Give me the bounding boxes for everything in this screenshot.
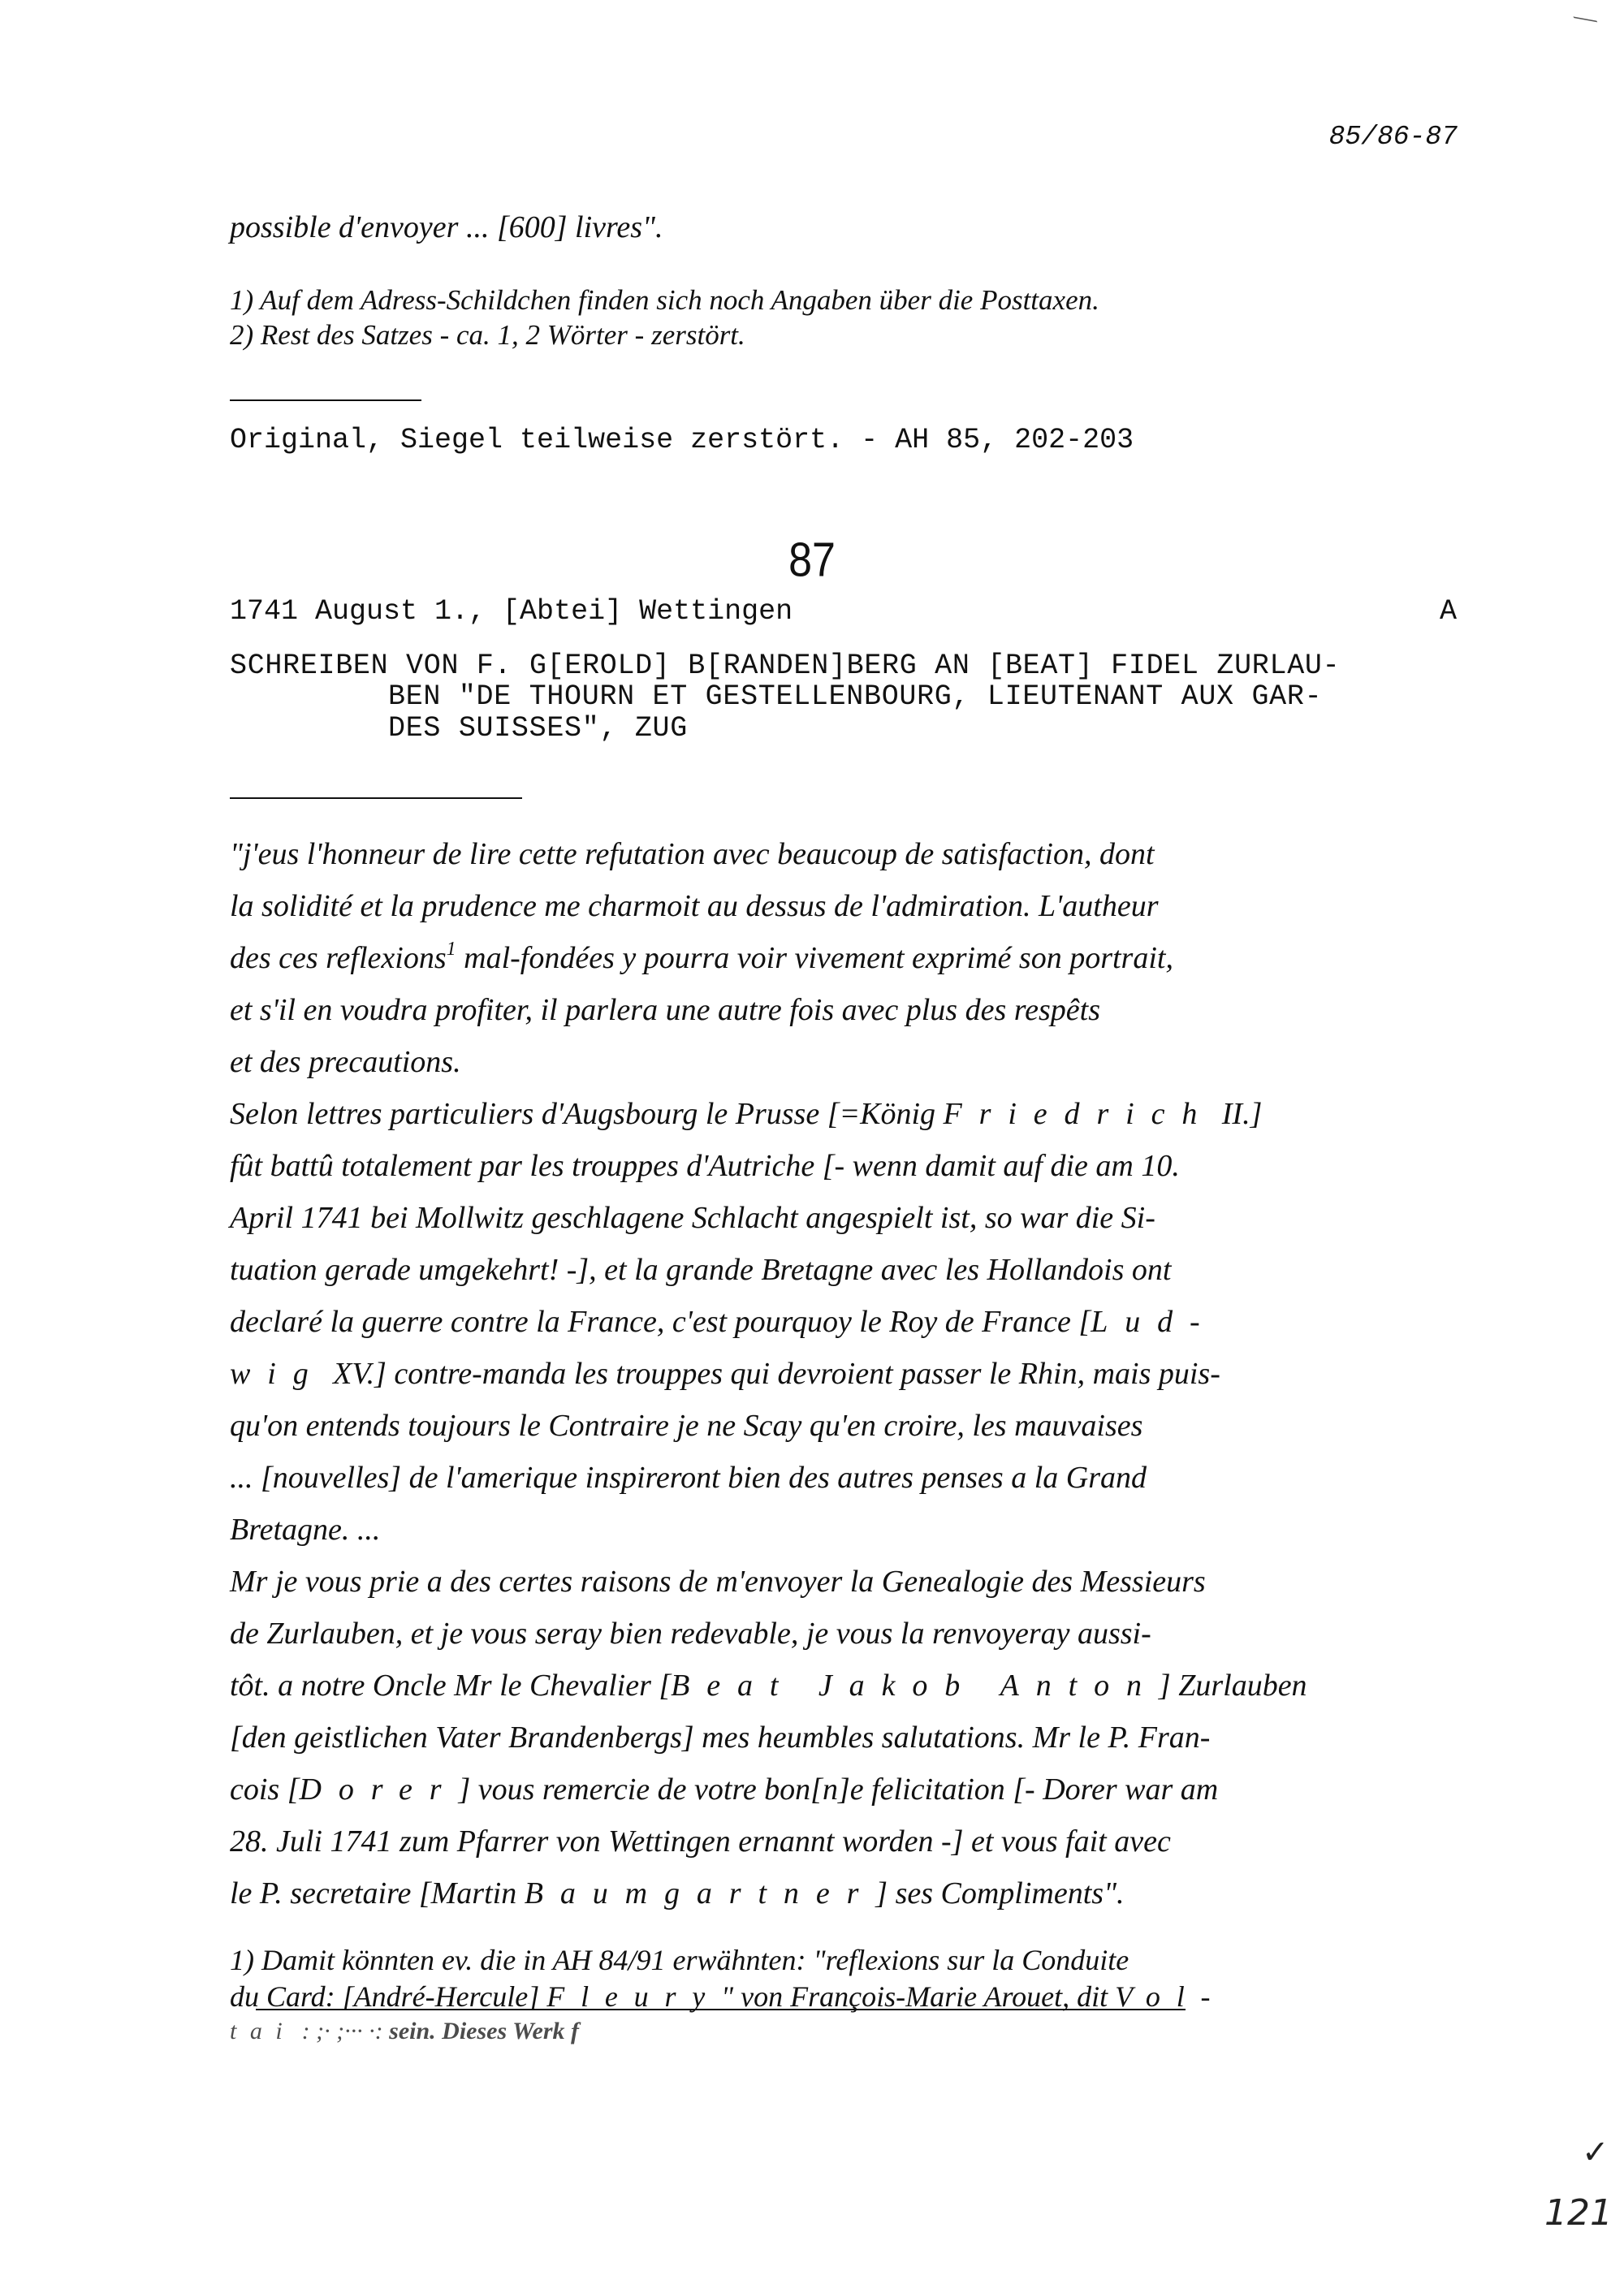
letter-line: de Zurlauben, et je vous seray bien redevable, je vous la renvoyeray aussi-: [230, 1617, 1151, 1651]
footnote-text: sein. Dieses Werk f: [389, 2018, 580, 2044]
document-type-marker: A: [1440, 595, 1458, 628]
person-name: Dorer: [299, 1772, 459, 1807]
person-name: wig: [230, 1357, 326, 1391]
person-name: Baumgartner: [524, 1876, 876, 1910]
footnote-line: 1) Damit könnten ev. die in AH 84/91 erwähnten: "reflexions sur la Conduite: [230, 1944, 1129, 1976]
letter-line: [230, 1876, 1125, 1911]
person-name: Vol-: [1115, 1980, 1227, 2013]
footnote-line-damaged: [230, 2018, 579, 2045]
letter-line: Bretagne. ...: [230, 1513, 381, 1547]
footnote-marker: 1: [446, 939, 456, 960]
previous-source-note: Original, Siegel teilweise zerstört. - AH 85, 202-203: [230, 424, 1134, 456]
person-name: Friedrich: [943, 1097, 1215, 1131]
person-name: Jakob: [818, 1669, 978, 1703]
letter-line: "j'eus l'honneur de lire cette refutation avec beaucoup de satisfaction, dont: [230, 837, 1155, 871]
footnote-text: : ;· ;··· ·:: [296, 2018, 390, 2044]
letter-line: qu'on entends toujours le Contraire je ne Scay qu'en croire, les mauvaises: [230, 1409, 1143, 1443]
footnote-text: du Card: [André-Hercule]: [230, 1980, 547, 2013]
letter-text: declaré la guerre contre la France, c'est pourquoy le Roy de France [: [230, 1305, 1091, 1339]
letter-line: et s'il en voudra profiter, il parlera une autre fois avec plus des respêts: [230, 993, 1100, 1027]
letter-text: mal-fondées y pourra voir vivement exprimé son portrait,: [456, 941, 1173, 975]
letter-text: des ces reflexions: [230, 941, 447, 975]
letter-text: ] vous remercie de votre bon[n]e felicitation [- Dorer war am: [458, 1772, 1219, 1807]
letter-text: cois [: [230, 1772, 300, 1807]
footnote-strike-line: [256, 2009, 1186, 2010]
letter-line: fût battû totalement par les trouppes d'Autriche [- wenn damit auf die am 10.: [230, 1149, 1180, 1183]
letter-line: 28. Juli 1741 zum Pfarrer von Wettingen ernannt worden -] et vous fait avec: [230, 1824, 1171, 1859]
letter-line: [230, 1772, 1218, 1807]
letter-line: Mr je vous prie a des certes raisons de m'envoyer la Genealogie des Messieurs: [230, 1565, 1206, 1599]
letter-line: [230, 1096, 1262, 1132]
person-name: tai: [230, 2018, 296, 2044]
letter-text: Selon lettres particuliers d'Augsbourg le Prusse [=König: [230, 1097, 944, 1131]
letter-text: tôt. a notre Oncle Mr le Chevalier [: [230, 1669, 672, 1703]
letter-line: et des precautions.: [230, 1045, 461, 1079]
document-date-place: 1741 August 1., [Abtei] Wettingen: [230, 595, 793, 628]
title-divider: [230, 797, 522, 799]
letter-line: [230, 1356, 1220, 1392]
document-title-line-1: SCHREIBEN VON F. G[EROLD] B[RANDEN]BERG AN [BEAT] FIDEL ZURLAU-: [230, 650, 1341, 682]
previous-footnote-2: 2) Rest des Satzes - ca. 1, 2 Wörter - zerstört.: [230, 319, 745, 351]
document-title-line-2: BEN "DE THOURN ET GESTELLENBOURG, LIEUTENANT AUX GAR-: [388, 680, 1323, 713]
letter-text: le P. secretaire [Martin: [230, 1876, 525, 1910]
letter-text: II.]: [1214, 1097, 1263, 1131]
handwritten-checkmark: ✓: [1582, 2134, 1609, 2171]
person-name: Anton: [1000, 1669, 1159, 1703]
previous-excerpt-end: possible d'envoyer ... [600] livres".: [230, 210, 663, 244]
letter-line: la solidité et la prudence me charmoit au dessus de l'admiration. L'autheur: [230, 889, 1159, 923]
letter-line: April 1741 bei Mollwitz geschlagene Schlacht angespielt ist, so war die Si-: [230, 1201, 1155, 1235]
letter-text: XV.] contre-manda les trouppes qui devroient passer le Rhin, mais puis-: [325, 1357, 1220, 1391]
previous-footnote-1: 1) Auf dem Adress-Schildchen finden sich noch Angaben über die Posttaxen.: [230, 284, 1099, 316]
document-number: 87: [788, 533, 836, 588]
letter-text: ] Zurlauben: [1158, 1669, 1307, 1703]
section-divider: [230, 399, 421, 401]
letter-line: [230, 1668, 1307, 1703]
document-title-line-3: DES SUISSES", ZUG: [388, 712, 688, 745]
letter-line: ... [nouvelles] de l'amerique inspireront bien des autres penses a la Grand: [230, 1461, 1147, 1495]
letter-text: ] ses Compliments".: [875, 1876, 1125, 1910]
letter-line: [230, 940, 1173, 976]
person-name: Beat: [671, 1669, 796, 1703]
handwritten-sheet-number: 121: [1544, 2192, 1613, 2234]
letter-line: tuation gerade umgekehrt! -], et la grande Bretagne avec les Hollandois ont: [230, 1253, 1172, 1287]
footnote-text: " von François-Marie Arouet, dit: [721, 1980, 1116, 2013]
person-name: Fleury: [546, 1980, 722, 2013]
letter-line: [230, 1304, 1217, 1340]
letter-line: [den geistlichen Vater Brandenbergs] mes heumbles salutations. Mr le P. Fran-: [230, 1721, 1211, 1755]
person-name: Lud-: [1091, 1305, 1217, 1339]
page-reference: 85/86-87: [1328, 122, 1458, 152]
corner-scribble: ⟋: [1566, 6, 1600, 36]
